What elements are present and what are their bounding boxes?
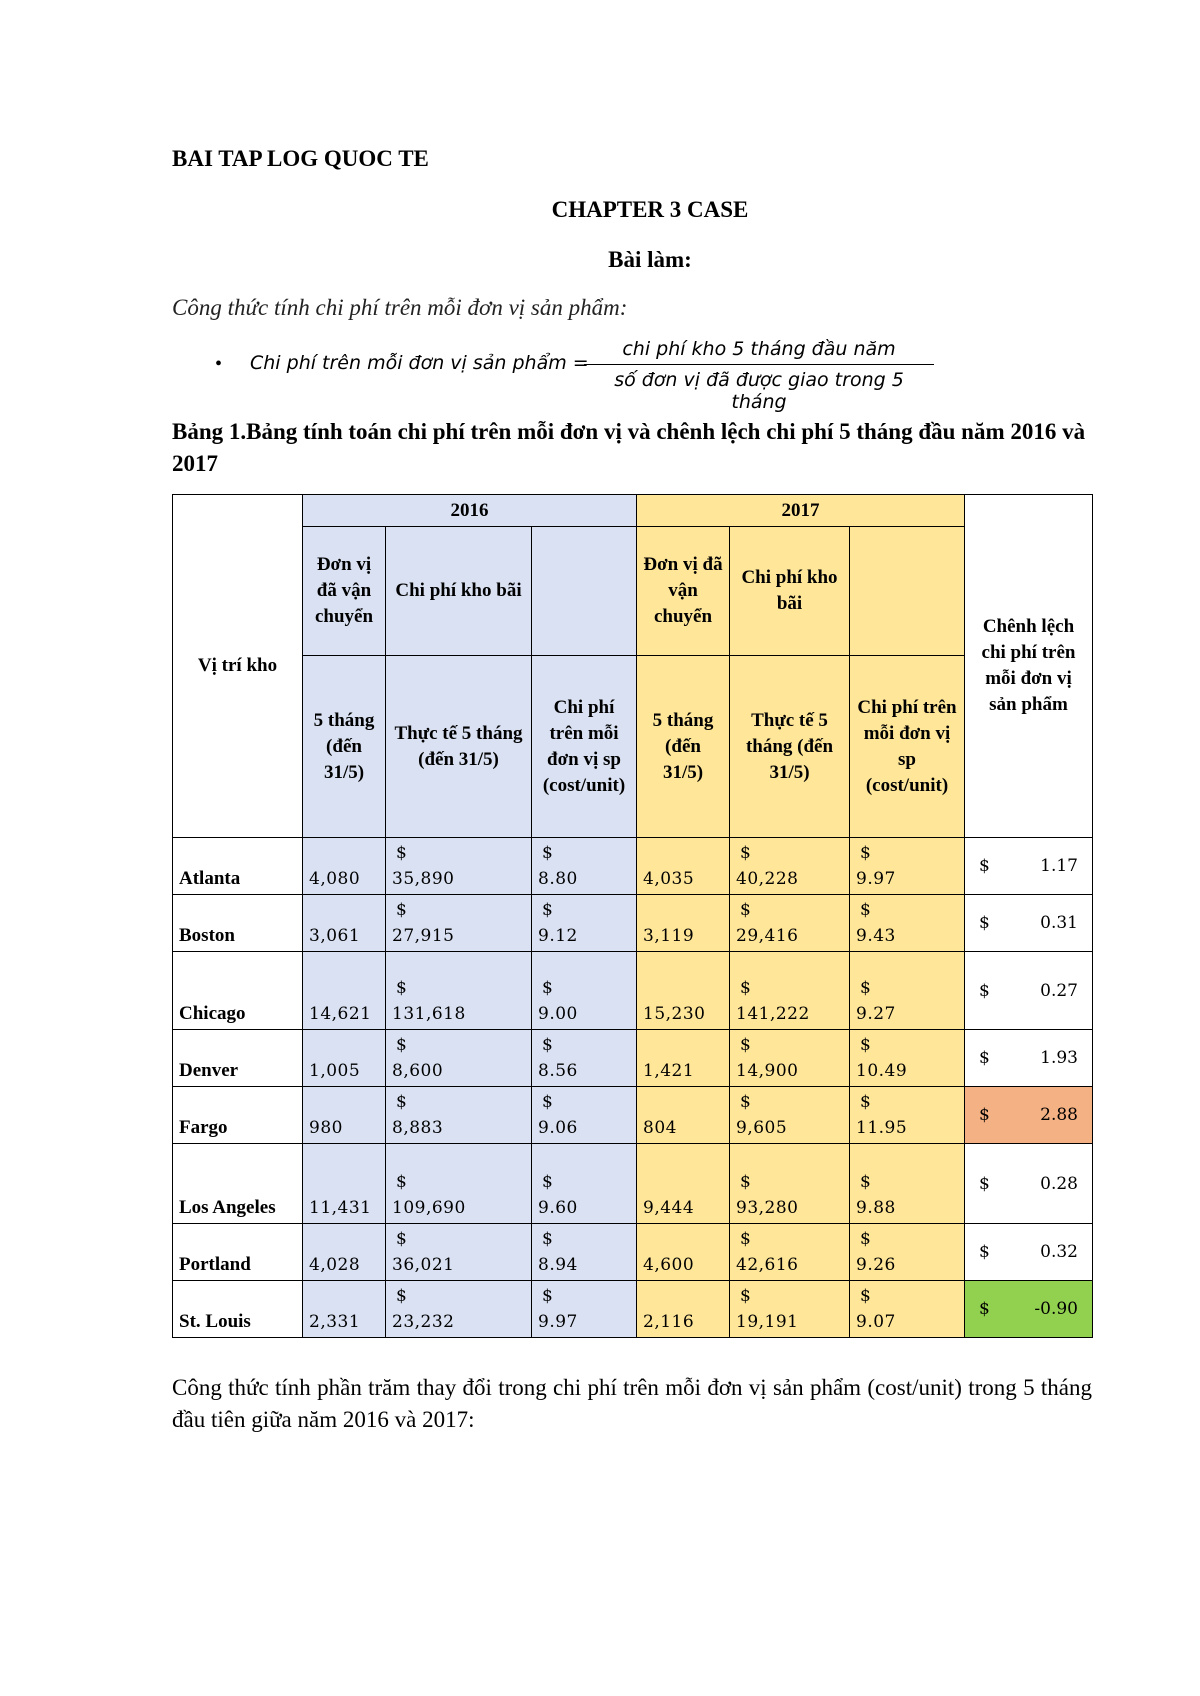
cell-difference — [965, 1224, 1093, 1281]
table-row — [173, 1281, 1093, 1338]
currency-symbol: $ — [542, 1229, 554, 1249]
header-units-shipped-2017: Đơn vị đã vận chuyển — [637, 527, 730, 656]
cell-city: Chicago — [173, 952, 303, 1030]
currency-symbol: $ — [396, 1035, 408, 1055]
cell-cost-2017-value: 42,616 — [736, 1255, 799, 1275]
cell-difference — [965, 895, 1093, 952]
cell-cost-2017 — [730, 1087, 850, 1144]
cell-difference — [965, 1144, 1093, 1224]
cell-cost-per-unit-2016 — [532, 1281, 637, 1338]
cell-cost-per-unit-2017-value: 9.97 — [856, 869, 896, 889]
currency-symbol: $ — [396, 843, 408, 863]
cell-cost-2016-value: 8,883 — [392, 1118, 444, 1138]
currency-symbol: $ — [860, 843, 872, 863]
currency-symbol: $ — [860, 1035, 872, 1055]
cell-cost-per-unit-2016-value: 9.00 — [538, 1004, 578, 1024]
cell-cost-per-unit-2017 — [850, 1087, 965, 1144]
cell-cost-2017 — [730, 952, 850, 1030]
formula-numerator: chi phí kho 5 tháng đầu năm — [584, 338, 934, 365]
cell-cost-per-unit-2016 — [532, 838, 637, 895]
cell-cost-2017-value: 29,416 — [736, 926, 799, 946]
currency-symbol: $ — [979, 1048, 990, 1068]
table-caption: Bảng 1.Bảng tính toán chi phí trên mỗi đơn vị và chênh lệch chi phí 5 tháng đầu năm 2016 và 2017 — [172, 419, 1086, 476]
cell-units-2016: 4,028 — [303, 1224, 386, 1281]
cell-cost-per-unit-2016-value: 9.60 — [538, 1198, 578, 1218]
cell-difference — [965, 838, 1093, 895]
currency-symbol: $ — [979, 913, 990, 933]
cell-units-2016: 2,331 — [303, 1281, 386, 1338]
cell-cost-per-unit-2016-value: 8.56 — [538, 1061, 578, 1081]
cell-cost-per-unit-2016 — [532, 1030, 637, 1087]
cell-cost-2017-value: 14,900 — [736, 1061, 799, 1081]
cell-cost-per-unit-2017 — [850, 838, 965, 895]
cell-cost-2017 — [730, 1224, 850, 1281]
currency-symbol: $ — [979, 1242, 990, 1262]
table-row — [173, 952, 1093, 1030]
currency-symbol: $ — [860, 1092, 872, 1112]
header-cost-per-unit-2017: Chi phí trên mỗi đơn vị sp (cost/unit) — [850, 656, 965, 838]
currency-symbol: $ — [860, 1286, 872, 1306]
cell-cost-2016-value: 23,232 — [392, 1312, 455, 1332]
table-row — [173, 895, 1093, 952]
cell-units-2017: 4,035 — [637, 838, 730, 895]
cell-cost-2017-value: 141,222 — [736, 1004, 810, 1024]
cell-difference — [965, 952, 1093, 1030]
cell-cost-2016 — [386, 1144, 532, 1224]
section-title: Bài làm: — [608, 247, 692, 272]
cell-city: Los Angeles — [173, 1144, 303, 1224]
cell-units-2017: 1,421 — [637, 1030, 730, 1087]
currency-symbol: $ — [740, 1035, 752, 1055]
cell-cost-per-unit-2017 — [850, 1281, 965, 1338]
document-heading: BAI TAP LOG QUOC TE — [172, 146, 429, 171]
cell-cost-2016 — [386, 1224, 532, 1281]
cell-cost-per-unit-2017-value: 9.07 — [856, 1312, 896, 1332]
currency-symbol: $ — [860, 978, 872, 998]
cell-city: Fargo — [173, 1087, 303, 1144]
cell-cost-per-unit-2016-value: 8.80 — [538, 869, 578, 889]
cell-cost-2016-value: 8,600 — [392, 1061, 444, 1081]
header-difference: Chênh lệch chi phí trên mỗi đơn vị sản phẩm — [965, 495, 1093, 838]
difference-value-wrap — [971, 981, 1086, 1001]
currency-symbol: $ — [860, 1172, 872, 1192]
cell-cost-per-unit-2017 — [850, 1144, 965, 1224]
cell-units-2017: 4,600 — [637, 1224, 730, 1281]
currency-symbol: $ — [542, 1286, 554, 1306]
table-row — [173, 1030, 1093, 1087]
cell-cost-2016-value: 36,021 — [392, 1255, 455, 1275]
cell-cost-per-unit-2017 — [850, 895, 965, 952]
currency-symbol: $ — [740, 978, 752, 998]
cell-cost-per-unit-2017-value: 9.26 — [856, 1255, 896, 1275]
cell-units-2016: 4,080 — [303, 838, 386, 895]
cell-cost-2017 — [730, 1281, 850, 1338]
difference-value: 1.17 — [1040, 856, 1078, 876]
currency-symbol: $ — [542, 900, 554, 920]
cell-units-2016: 11,431 — [303, 1144, 386, 1224]
cell-cost-2017 — [730, 1030, 850, 1087]
cell-cost-2016-value: 35,890 — [392, 869, 455, 889]
cell-cost-per-unit-2017-value: 10.49 — [856, 1061, 908, 1081]
bullet-icon: • — [215, 353, 223, 375]
cell-city: Atlanta — [173, 838, 303, 895]
currency-symbol: $ — [979, 856, 990, 876]
cell-cost-per-unit-2016-value: 8.94 — [538, 1255, 578, 1275]
cell-cost-2016 — [386, 1030, 532, 1087]
difference-value: 0.28 — [1040, 1173, 1078, 1194]
currency-symbol: $ — [396, 1286, 408, 1306]
cell-units-2017: 804 — [637, 1087, 730, 1144]
currency-symbol: $ — [542, 1092, 554, 1112]
chapter-title: CHAPTER 3 CASE — [551, 197, 749, 222]
cell-cost-per-unit-2016 — [532, 952, 637, 1030]
cell-units-2016: 1,005 — [303, 1030, 386, 1087]
currency-symbol: $ — [396, 1092, 408, 1112]
currency-symbol: $ — [740, 1286, 752, 1306]
header-units-shipped-2016: Đơn vị đã vận chuyển — [303, 527, 386, 656]
cell-units-2017: 15,230 — [637, 952, 730, 1030]
formula-denominator: số đơn vị đã được giao trong 5 tháng — [614, 369, 904, 413]
currency-symbol: $ — [740, 1092, 752, 1112]
cell-cost-per-unit-2017-value: 9.88 — [856, 1198, 896, 1218]
difference-value: 0.31 — [1040, 913, 1078, 933]
cell-cost-per-unit-2016-value: 9.06 — [538, 1118, 578, 1138]
currency-symbol: $ — [396, 900, 408, 920]
cell-cost-2017-value: 40,228 — [736, 869, 799, 889]
cell-difference — [965, 1087, 1093, 1144]
table-row — [173, 1087, 1093, 1144]
cell-city: Denver — [173, 1030, 303, 1087]
cell-cost-2016 — [386, 1281, 532, 1338]
cell-cost-per-unit-2016 — [532, 1144, 637, 1224]
currency-symbol: $ — [740, 1172, 752, 1192]
currency-symbol: $ — [979, 980, 990, 1001]
header-blank-2016 — [532, 527, 637, 656]
cell-cost-2016 — [386, 895, 532, 952]
cell-cost-per-unit-2017-value: 9.43 — [856, 926, 896, 946]
cell-cost-per-unit-2017-value: 11.95 — [856, 1118, 908, 1138]
difference-value-wrap — [971, 1242, 1086, 1262]
formula-intro: Công thức tính chi phí trên mỗi đơn vị sản phẩm: — [172, 295, 628, 320]
cell-cost-per-unit-2016 — [532, 1087, 637, 1144]
table-body — [173, 838, 1093, 1338]
formula-fraction — [584, 338, 934, 413]
header-year-2016: 2016 — [303, 495, 637, 527]
cell-cost-2017 — [730, 1144, 850, 1224]
cell-cost-per-unit-2017 — [850, 1224, 965, 1281]
cell-city: Portland — [173, 1224, 303, 1281]
cell-units-2017: 2,116 — [637, 1281, 730, 1338]
currency-symbol: $ — [860, 1229, 872, 1249]
currency-symbol: $ — [396, 1172, 408, 1192]
table-row — [173, 1144, 1093, 1224]
cell-units-2016: 14,621 — [303, 952, 386, 1030]
cell-cost-2017-value: 93,280 — [736, 1198, 799, 1218]
cell-cost-per-unit-2016 — [532, 895, 637, 952]
header-actual-2017: Thực tế 5 tháng (đến 31/5) — [730, 656, 850, 838]
cell-cost-2017-value: 19,191 — [736, 1312, 799, 1332]
difference-value: 2.88 — [1040, 1105, 1078, 1125]
currency-symbol: $ — [979, 1105, 990, 1125]
currency-symbol: $ — [396, 1229, 408, 1249]
currency-symbol: $ — [979, 1299, 990, 1319]
header-location: Vị trí kho — [173, 495, 303, 838]
currency-symbol: $ — [860, 900, 872, 920]
cell-cost-2016-value: 27,915 — [392, 926, 455, 946]
currency-symbol: $ — [740, 843, 752, 863]
difference-value-wrap — [971, 856, 1086, 876]
table-row — [173, 1224, 1093, 1281]
header-year-2017: 2017 — [637, 495, 965, 527]
cell-cost-per-unit-2017-value: 9.27 — [856, 1004, 896, 1024]
table-row — [173, 838, 1093, 895]
header-cost-per-unit-2016: Chi phí trên mỗi đơn vị sp (cost/unit) — [532, 656, 637, 838]
currency-symbol: $ — [542, 1172, 554, 1192]
currency-symbol: $ — [542, 1035, 554, 1055]
percent-change-intro: Công thức tính phần trăm thay đổi trong chi phí trên mỗi đơn vị sản phẩm (cost/unit) trong 5 tháng đầu tiên giữa năm 2016 và 2017: — [172, 1375, 1092, 1432]
difference-value-wrap — [971, 1299, 1086, 1319]
cell-cost-2016-value: 109,690 — [392, 1198, 466, 1218]
header-5-months-2017: 5 tháng (đến 31/5) — [637, 656, 730, 838]
difference-value: 0.27 — [1040, 980, 1078, 1001]
cell-cost-2017 — [730, 838, 850, 895]
cell-cost-per-unit-2017 — [850, 1030, 965, 1087]
cell-units-2017: 3,119 — [637, 895, 730, 952]
difference-value-wrap — [971, 1048, 1086, 1068]
cell-cost-per-unit-2016-value: 9.97 — [538, 1312, 578, 1332]
header-blank-2017 — [850, 527, 965, 656]
cell-units-2016: 3,061 — [303, 895, 386, 952]
currency-symbol: $ — [740, 1229, 752, 1249]
difference-value: 0.32 — [1040, 1242, 1078, 1262]
difference-value-wrap — [971, 913, 1086, 933]
difference-value: 1.93 — [1040, 1048, 1078, 1068]
cell-cost-2016 — [386, 952, 532, 1030]
cell-cost-2016 — [386, 838, 532, 895]
cell-units-2016: 980 — [303, 1087, 386, 1144]
currency-symbol: $ — [542, 978, 554, 998]
currency-symbol: $ — [979, 1173, 990, 1194]
cell-units-2017: 9,444 — [637, 1144, 730, 1224]
currency-symbol: $ — [542, 843, 554, 863]
cell-cost-2016 — [386, 1087, 532, 1144]
cell-cost-2017-value: 9,605 — [736, 1118, 788, 1138]
currency-symbol: $ — [740, 900, 752, 920]
difference-value-wrap — [971, 1174, 1086, 1194]
difference-value: -0.90 — [1034, 1299, 1078, 1319]
cell-difference — [965, 1281, 1093, 1338]
currency-symbol: $ — [396, 978, 408, 998]
cost-table — [172, 494, 1093, 1338]
header-storage-cost-2016: Chi phí kho bãi — [386, 527, 532, 656]
cell-city: Boston — [173, 895, 303, 952]
header-actual-2016: Thực tế 5 tháng (đến 31/5) — [386, 656, 532, 838]
cell-cost-per-unit-2017 — [850, 952, 965, 1030]
difference-value-wrap — [971, 1105, 1086, 1125]
cell-city: St. Louis — [173, 1281, 303, 1338]
cell-difference — [965, 1030, 1093, 1087]
header-5-months-2016: 5 tháng (đến 31/5) — [303, 656, 386, 838]
cell-cost-per-unit-2016 — [532, 1224, 637, 1281]
formula-lhs: Chi phí trên mỗi đơn vị sản phẩm = — [250, 352, 589, 374]
cell-cost-per-unit-2016-value: 9.12 — [538, 926, 578, 946]
cell-cost-2016-value: 131,618 — [392, 1004, 466, 1024]
cell-cost-2017 — [730, 895, 850, 952]
header-storage-cost-2017: Chi phí kho bãi — [730, 527, 850, 656]
